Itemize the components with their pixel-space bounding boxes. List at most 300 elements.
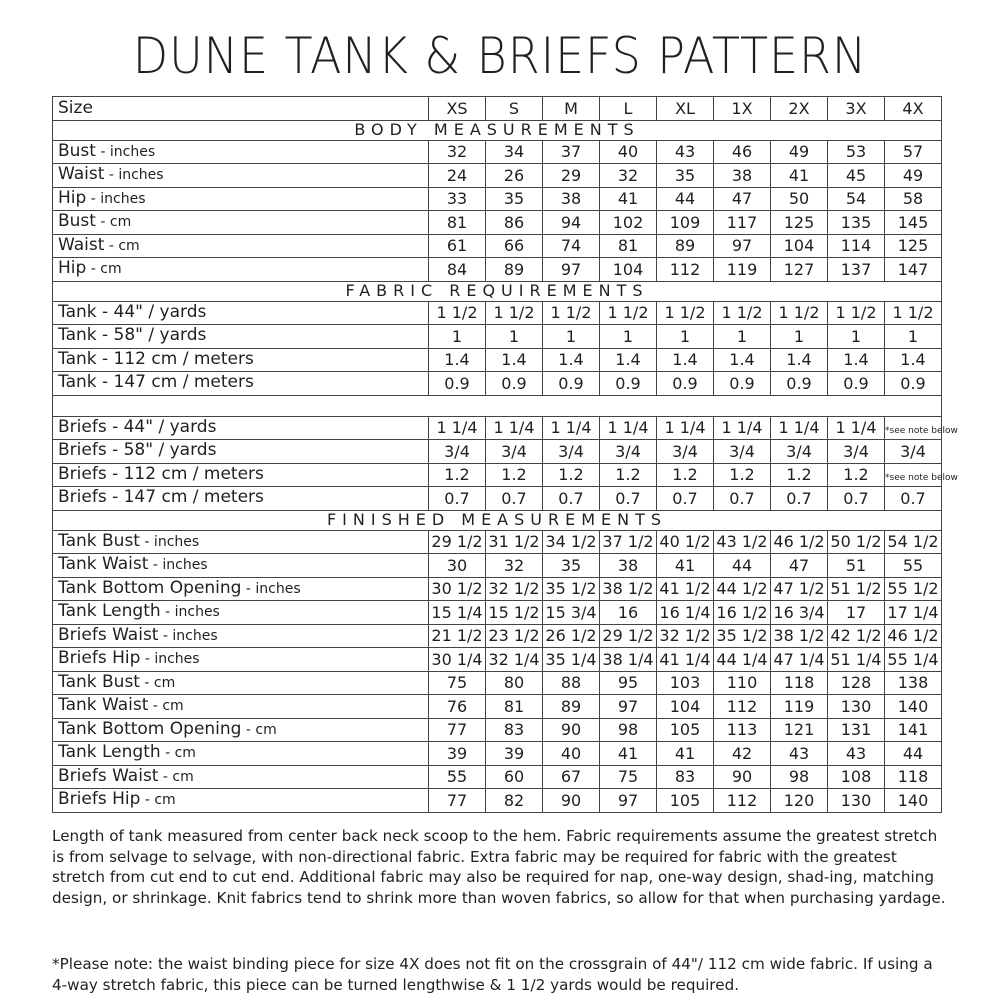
value-text: 0.7 — [615, 488, 641, 508]
value-cell — [543, 624, 600, 648]
row-label — [53, 234, 429, 258]
value-cell — [543, 487, 600, 511]
value-text: 3/4 — [672, 441, 698, 461]
spacer-cell — [53, 395, 942, 416]
value-cell — [429, 487, 486, 511]
value-cell — [828, 577, 885, 601]
value-text: 1 1/4 — [607, 418, 649, 438]
value-text: 55 1/2 — [887, 579, 939, 599]
value-cell — [885, 234, 942, 258]
value-cell — [828, 601, 885, 625]
row-label — [53, 187, 429, 211]
value-cell — [429, 601, 486, 625]
value-text: 77 — [446, 720, 468, 740]
table-row — [53, 695, 942, 719]
value-text: 51 1/2 — [830, 579, 882, 599]
value-text: 38 1/4 — [602, 649, 654, 669]
value-cell — [486, 348, 543, 372]
value-cell — [714, 487, 771, 511]
value-text: 89 — [560, 696, 582, 716]
value-text: 1.4 — [672, 350, 698, 370]
value-cell — [714, 648, 771, 672]
value-cell — [429, 187, 486, 211]
value-text: 47 — [731, 189, 753, 209]
value-text: 43 — [674, 142, 696, 162]
row-label — [53, 765, 429, 789]
value-cell — [771, 789, 828, 813]
value-cell — [828, 487, 885, 511]
value-text: 121 — [783, 720, 815, 740]
value-text: 83 — [674, 767, 696, 787]
value-cell — [486, 695, 543, 719]
table-row — [53, 258, 942, 282]
value-cell — [600, 695, 657, 719]
value-cell — [828, 140, 885, 164]
value-cell — [543, 554, 600, 578]
value-text: 16 — [617, 602, 639, 622]
row-label — [53, 325, 429, 349]
value-text: 44 — [731, 555, 753, 575]
table-row — [53, 530, 942, 554]
value-cell — [600, 765, 657, 789]
value-cell — [543, 601, 600, 625]
value-cell — [486, 440, 543, 464]
section-heading: FABRIC REQUIREMENTS — [53, 281, 942, 301]
value-cell — [714, 789, 771, 813]
value-cell — [543, 211, 600, 235]
value-cell — [657, 234, 714, 258]
table-row — [53, 577, 942, 601]
value-text: 35 — [674, 165, 696, 185]
value-text: 32 1/2 — [488, 579, 540, 599]
value-text: 94 — [560, 212, 582, 232]
table-row — [53, 718, 942, 742]
value-text: 38 — [731, 165, 753, 185]
value-text: 0.9 — [672, 373, 698, 393]
section-heading-row — [53, 281, 942, 301]
row-label — [53, 440, 429, 464]
value-text: 0.9 — [501, 373, 527, 393]
value-text: *see note below — [885, 426, 958, 437]
value-cell — [828, 234, 885, 258]
value-cell — [714, 577, 771, 601]
value-text: 1.4 — [786, 350, 812, 370]
value-cell — [885, 554, 942, 578]
value-cell — [486, 577, 543, 601]
value-text: 1 — [907, 326, 919, 346]
value-text: 1 1/2 — [493, 303, 535, 323]
value-cell — [429, 348, 486, 372]
row-label-unit: - cm — [104, 237, 140, 254]
value-text: 135 — [840, 212, 872, 232]
value-cell — [771, 554, 828, 578]
size-header-cell: M — [543, 97, 600, 121]
value-cell — [486, 624, 543, 648]
spacer-row — [53, 395, 942, 416]
value-cell — [543, 695, 600, 719]
value-text: 1 1/4 — [721, 418, 763, 438]
value-cell — [657, 258, 714, 282]
row-label-unit: - inches — [86, 190, 146, 207]
value-text: 3/4 — [444, 441, 470, 461]
value-text: 0.9 — [900, 373, 926, 393]
value-cell — [714, 530, 771, 554]
value-text: 39 — [446, 743, 468, 763]
value-text: 1 — [622, 326, 634, 346]
value-cell — [885, 140, 942, 164]
value-cell — [885, 742, 942, 766]
value-cell — [714, 765, 771, 789]
value-text: 43 1/2 — [716, 532, 768, 552]
value-text: 1 — [508, 326, 520, 346]
table-row — [53, 487, 942, 511]
value-cell — [828, 695, 885, 719]
value-text: 0.7 — [900, 488, 926, 508]
value-cell — [714, 463, 771, 487]
value-cell — [429, 648, 486, 672]
row-label-text: Tank Length — [58, 601, 161, 622]
value-text: 1 1/4 — [550, 418, 592, 438]
value-cell — [885, 577, 942, 601]
row-label-text: Hip — [58, 187, 87, 208]
value-text: 0.9 — [843, 373, 869, 393]
row-label-text: Briefs Hip — [58, 789, 141, 810]
value-text: 47 1/4 — [773, 649, 825, 669]
value-text: 3/4 — [615, 441, 641, 461]
value-text: 16 1/4 — [659, 602, 711, 622]
value-text: 82 — [503, 790, 525, 810]
row-label — [53, 416, 429, 440]
value-cell — [429, 372, 486, 396]
value-text: 97 — [617, 790, 639, 810]
value-cell — [429, 301, 486, 325]
value-text: 3/4 — [786, 441, 812, 461]
value-cell — [657, 372, 714, 396]
value-cell — [657, 301, 714, 325]
value-cell — [486, 463, 543, 487]
value-cell — [429, 742, 486, 766]
value-cell — [543, 718, 600, 742]
value-text: 114 — [840, 236, 872, 256]
size-chart-body — [53, 97, 958, 813]
value-cell — [657, 718, 714, 742]
value-text: 0.9 — [615, 373, 641, 393]
value-cell — [486, 648, 543, 672]
row-label-unit: - inches — [104, 167, 164, 184]
value-text: 130 — [840, 790, 872, 810]
value-cell — [600, 624, 657, 648]
value-text: 32 — [617, 165, 639, 185]
row-label — [53, 648, 429, 672]
value-cell — [657, 487, 714, 511]
value-cell — [486, 554, 543, 578]
row-label — [53, 530, 429, 554]
row-label — [53, 301, 429, 325]
value-cell — [828, 789, 885, 813]
value-text: 1.4 — [558, 350, 584, 370]
value-text: 58 — [902, 189, 924, 209]
value-text: 49 — [788, 142, 810, 162]
value-cell — [885, 695, 942, 719]
value-cell — [885, 789, 942, 813]
value-text: 1 1/4 — [436, 418, 478, 438]
value-text: 128 — [840, 673, 872, 693]
value-cell — [600, 742, 657, 766]
value-text: 83 — [503, 720, 525, 740]
value-text: 38 — [560, 189, 582, 209]
value-cell — [543, 530, 600, 554]
value-text: 88 — [560, 673, 582, 693]
row-label-unit: - cm — [140, 792, 176, 809]
table-row — [53, 554, 942, 578]
value-text: 16 1/2 — [716, 602, 768, 622]
value-text: 1.2 — [558, 465, 584, 485]
value-cell — [771, 695, 828, 719]
value-text: 1.2 — [501, 465, 527, 485]
value-cell — [657, 463, 714, 487]
value-cell — [885, 372, 942, 396]
value-text: 30 — [446, 555, 468, 575]
value-cell — [486, 416, 543, 440]
value-cell — [657, 601, 714, 625]
value-cell — [429, 140, 486, 164]
value-cell — [543, 648, 600, 672]
value-cell — [543, 742, 600, 766]
value-text: 29 1/2 — [431, 532, 483, 552]
table-row — [53, 416, 942, 440]
value-text: 38 — [617, 555, 639, 575]
value-text: 34 1/2 — [545, 532, 597, 552]
value-cell — [543, 234, 600, 258]
value-text: 102 — [612, 212, 644, 232]
value-text: 33 — [446, 189, 468, 209]
value-text: 95 — [617, 673, 639, 693]
row-label-text: Tank Waist — [58, 695, 149, 716]
value-text: 89 — [503, 259, 525, 279]
value-text: 41 1/4 — [659, 649, 711, 669]
value-cell — [885, 416, 958, 440]
table-row — [53, 372, 942, 396]
value-cell — [714, 601, 771, 625]
value-text: 32 1/4 — [488, 649, 540, 669]
value-text: 44 1/4 — [716, 649, 768, 669]
value-text: 51 — [845, 555, 867, 575]
value-text: 0.9 — [786, 373, 812, 393]
value-cell — [885, 325, 942, 349]
value-cell — [885, 648, 942, 672]
value-cell — [885, 530, 942, 554]
row-label — [53, 742, 429, 766]
value-cell — [657, 348, 714, 372]
row-label — [53, 164, 429, 188]
section-heading: FINISHED MEASUREMENTS — [53, 510, 942, 530]
value-text: 1 — [451, 326, 463, 346]
value-text: 49 — [902, 165, 924, 185]
value-text: 41 — [617, 189, 639, 209]
value-cell — [828, 440, 885, 464]
value-cell — [885, 187, 942, 211]
value-text: 53 — [845, 142, 867, 162]
value-text: 147 — [897, 259, 929, 279]
value-cell — [600, 348, 657, 372]
value-cell — [714, 718, 771, 742]
table-row — [53, 648, 942, 672]
value-text: 15 3/4 — [545, 602, 597, 622]
value-cell — [486, 234, 543, 258]
value-cell — [486, 718, 543, 742]
row-label-unit: - cm — [160, 745, 196, 762]
value-text: 46 1/2 — [773, 532, 825, 552]
value-text: 45 — [845, 165, 867, 185]
size-header-cell: 3X — [828, 97, 885, 121]
value-text: 137 — [840, 259, 872, 279]
value-cell — [600, 258, 657, 282]
value-cell — [714, 416, 771, 440]
value-text: 31 1/2 — [488, 532, 540, 552]
value-cell — [657, 187, 714, 211]
value-text: 80 — [503, 673, 525, 693]
value-cell — [657, 695, 714, 719]
value-text: 1.2 — [729, 465, 755, 485]
value-cell — [543, 164, 600, 188]
size-header-cell: S — [486, 97, 543, 121]
value-cell — [429, 789, 486, 813]
value-text: 1.2 — [843, 465, 869, 485]
value-cell — [828, 258, 885, 282]
row-label-unit: - cm — [139, 674, 176, 691]
value-cell — [771, 530, 828, 554]
value-cell — [657, 624, 714, 648]
row-label-text: Briefs - 44" / yards — [58, 416, 217, 437]
value-cell — [486, 187, 543, 211]
value-text: 40 — [617, 142, 639, 162]
value-cell — [885, 601, 942, 625]
value-text: 29 1/2 — [602, 626, 654, 646]
value-text: 35 1/2 — [716, 626, 768, 646]
table-row — [53, 301, 942, 325]
value-cell — [885, 624, 942, 648]
value-cell — [714, 554, 771, 578]
value-text: 66 — [503, 236, 525, 256]
value-text: 1 1/2 — [664, 303, 706, 323]
value-cell — [771, 601, 828, 625]
value-cell — [885, 671, 942, 695]
value-text: 130 — [840, 696, 872, 716]
table-row — [53, 348, 942, 372]
value-text: 15 1/4 — [431, 602, 483, 622]
row-label-text: Tank Bust — [58, 530, 140, 551]
size-header-cell: XS — [429, 97, 486, 121]
value-cell — [657, 742, 714, 766]
value-text: 119 — [726, 259, 758, 279]
value-cell — [714, 140, 771, 164]
value-text: 1.4 — [729, 350, 755, 370]
value-cell — [828, 187, 885, 211]
value-text: 38 1/2 — [602, 579, 654, 599]
value-text: 98 — [617, 720, 639, 740]
row-label-text: Hip — [58, 258, 87, 279]
row-label — [53, 554, 429, 578]
value-text: 125 — [897, 236, 929, 256]
value-text: 76 — [446, 696, 468, 716]
value-cell — [429, 416, 486, 440]
row-label-text: Waist — [58, 164, 105, 185]
value-cell — [429, 530, 486, 554]
row-label — [53, 140, 429, 164]
value-text: 42 1/2 — [830, 626, 882, 646]
value-cell — [429, 695, 486, 719]
value-text: 60 — [503, 767, 525, 787]
value-cell — [828, 530, 885, 554]
value-cell — [429, 718, 486, 742]
row-label-unit: - inches — [140, 651, 200, 668]
value-text: 75 — [617, 767, 639, 787]
value-cell — [429, 671, 486, 695]
value-cell — [885, 258, 942, 282]
value-text: 67 — [560, 767, 582, 787]
value-cell — [885, 463, 958, 487]
value-text: 1.2 — [444, 465, 470, 485]
value-cell — [771, 211, 828, 235]
value-text: 105 — [669, 790, 701, 810]
value-text: 3/4 — [729, 441, 755, 461]
row-label-unit: - cm — [95, 214, 132, 231]
value-cell — [714, 348, 771, 372]
value-cell — [657, 440, 714, 464]
value-cell — [600, 789, 657, 813]
value-text: 81 — [617, 236, 639, 256]
value-text: 40 — [560, 743, 582, 763]
value-text: 104 — [669, 696, 701, 716]
value-cell — [429, 624, 486, 648]
value-text: 109 — [669, 212, 701, 232]
value-cell — [600, 671, 657, 695]
page-title: DUNE TANK & BRIEFS PATTERN — [132, 27, 868, 85]
value-text: 112 — [726, 790, 758, 810]
value-cell — [657, 765, 714, 789]
value-cell — [828, 765, 885, 789]
row-label-text: Briefs - 147 cm / meters — [58, 487, 264, 508]
value-text: 90 — [560, 720, 582, 740]
size-chart-table — [52, 96, 958, 813]
value-cell — [771, 742, 828, 766]
row-label-unit: - inches — [158, 627, 218, 644]
value-text: 55 — [446, 767, 468, 787]
value-cell — [543, 348, 600, 372]
value-cell — [657, 648, 714, 672]
value-text: 24 — [446, 165, 468, 185]
value-text: 125 — [783, 212, 815, 232]
value-text: 98 — [788, 767, 810, 787]
value-text: 17 1/4 — [887, 602, 939, 622]
value-text: 0.9 — [444, 373, 470, 393]
table-row — [53, 624, 942, 648]
value-cell — [828, 742, 885, 766]
value-text: 1 — [850, 326, 862, 346]
value-text: 0.7 — [672, 488, 698, 508]
value-text: 50 — [788, 189, 810, 209]
value-cell — [486, 325, 543, 349]
table-row — [53, 742, 942, 766]
row-label-text: Briefs - 58" / yards — [58, 440, 217, 461]
value-cell — [771, 463, 828, 487]
value-text: 1.4 — [444, 350, 470, 370]
row-label — [53, 671, 429, 695]
value-text: 23 1/2 — [488, 626, 540, 646]
row-label-unit: - inches — [139, 533, 200, 550]
value-text: 1 1/4 — [835, 418, 877, 438]
value-cell — [885, 718, 942, 742]
